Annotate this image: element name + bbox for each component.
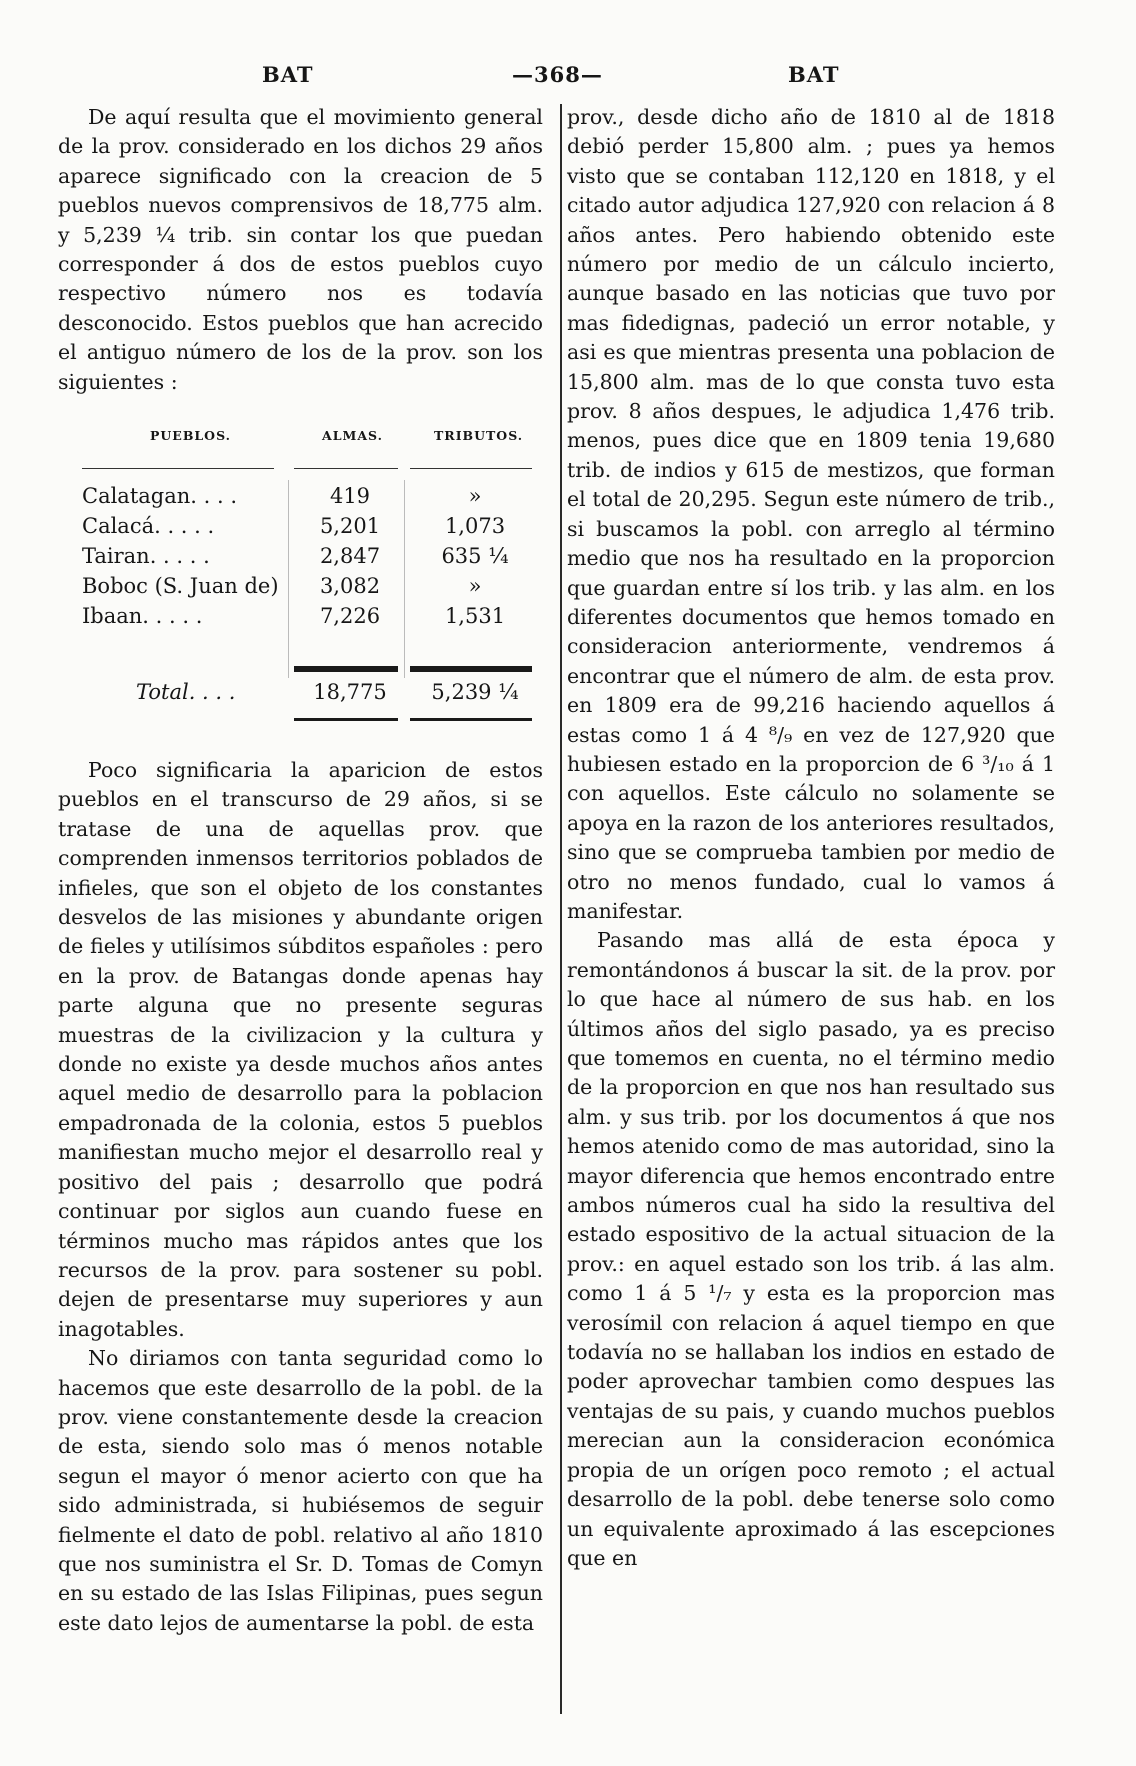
header-rule: [410, 468, 532, 469]
total-rule: [294, 718, 398, 721]
pueblo-name: Ibaan. . . . .: [82, 604, 203, 628]
almas-value: 7,226: [319, 604, 381, 628]
pueblo-name: Calatagan. . . .: [82, 484, 237, 508]
left-column-intro: [58, 103, 543, 397]
tributos-value: »: [468, 574, 482, 598]
paragraph: No diriamos con tanta seguridad como lo hacemos que este desarrollo de la pobl. de la prov. viene constantemente desde la creacion de esta, siendo solo mas ó menos notable segun el mayor ó menor acierto con que ha sido administrada, si hubiésemos de seguir fielmente el dato de pobl. relativo al año 1810 que nos suministra el Sr. D. Tomas de Comyn en su estado de las Islas Filipinas, pues segun este dato lejos de aumentarse la pobl. de esta: [58, 1346, 543, 1635]
pueblo-name: Boboc (S. Juan de): [82, 574, 279, 598]
total-almas: 18,775: [313, 680, 387, 704]
paragraph-intro: De aquí resulta que el movimiento general de la prov. considerado en los dichos 29 años aparece significado con la creacion de 5 pueblos nuevos comprensivos de 18,775 alm. y 5,239 ¼ trib. sin contar los que puedan corresponder á dos de estos pueblos cuyo respectivo número nos es todavía desconocido. Estos pueblos que han acrecido el antiguo número de los de la prov. son los siguientes :: [58, 105, 543, 394]
table-row: [82, 604, 542, 634]
running-header-right: BAT: [788, 62, 840, 87]
total-tributos: 5,239 ¼: [431, 680, 519, 704]
table-row: [82, 574, 542, 604]
left-column-body: [58, 756, 543, 1638]
table-total-row: [82, 680, 542, 710]
tributos-value: »: [468, 484, 482, 508]
tributos-value: 635 ¼: [441, 544, 509, 568]
tributos-value: 1,531: [444, 604, 506, 628]
table-row: [82, 484, 542, 514]
header-rule: [82, 468, 274, 469]
pueblo-name: Tairan. . . . .: [82, 544, 210, 568]
tributos-value: 1,073: [444, 514, 506, 538]
almas-value: 2,847: [319, 544, 381, 568]
almas-value: 419: [329, 484, 371, 508]
table-header-pueblos: PUEBLOS.: [150, 428, 232, 443]
table-header-tributos: TRIBUTOS.: [434, 428, 524, 443]
total-rule: [294, 666, 398, 672]
pueblos-table: [78, 418, 548, 732]
almas-value: 3,082: [319, 574, 381, 598]
table-row: [82, 514, 542, 544]
pueblo-name: Calacá. . . . .: [82, 514, 215, 538]
paragraph: Pasando mas allá de esta época y remontándonos á buscar la sit. de la prov. por lo que hace al número de sus hab. en los últimos años del siglo pasado, ya es preciso que tomemos en cuenta, no el término medio de la proporcion en que nos han resultado sus alm. y sus trib. por los documentos á que nos hemos atenido como de mas autoridad, sino la mayor diferencia que hemos encontrado entre ambos números cual ha sido la resultiva del estado espositivo de la actual situacion de la prov.: en aquel estado son los trib. á las alm. como 1 á 5 ¹/₇ y esta es la proporcion mas verosímil con relacion á aquel tiempo en que todavía no se hallaban los indios en estado de poder aprovechar tambien como despues las ventajas de su pais, y cuando muchos pueblos merecian aun la consideracion económica propia de un orígen poco remoto ; el actual desarrollo de la pobl. debe tenerse solo como un equivalente aproximado á las escepciones que en: [567, 928, 1055, 1570]
right-column-body: [567, 103, 1055, 1573]
running-header-left: BAT: [262, 62, 314, 87]
total-label: Total. . . .: [136, 680, 236, 704]
total-rule: [410, 666, 532, 672]
table-header-almas: ALMAS.: [322, 428, 383, 443]
header-rule: [294, 468, 398, 469]
paragraph-continued: prov., desde dicho año de 1810 al de 1818 debió perder 15,800 alm. ; pues ya hemos visto que se contaban 112,120 en 1818, y el citado autor adjudica 127,920 con relacion á 8 años antes. Pero habiendo obtenido este número por medio de un cálculo incierto, aunque basado en las noticias que tuvo por mas fidedignas, padeció un error notable, y asi es que mientras presenta una poblacion de 15,800 alm. mas de lo que consta tuvo esta prov. 8 años despues, le adjudica 1,476 trib. menos, pues dice que en 1809 tenia 19,680 trib. de indios y 615 de mestizos, que forman el total de 20,295. Segun este número de trib., si buscamos la pobl. con arreglo al término medio que nos ha resultado en la proporcion que guardan entre sí los trib. y las alm. en los diferentes documentos que hemos tomado en consideracion anteriormente, vendremos á encontrar que el número de alm. de esta prov. en 1809 era de 99,216 haciendo aquellos á estas como 1 á 4 ⁸/₉ en vez de 127,920 que hubiesen estado en la proporcion de 6 ³/₁₀ á 1 con aquellos. Este cálculo no solamente se apoya en la razon de los anteriores resultados, sino que se comprueba tambien por medio de otro no menos fundado, cual lo vamos á manifestar.: [567, 105, 1055, 923]
total-rule: [410, 718, 532, 721]
page-number: —368—: [512, 62, 603, 87]
almas-value: 5,201: [319, 514, 381, 538]
paragraph: Poco significaria la aparicion de estos pueblos en el transcurso de 29 años, si se tratase de una de aquellas prov. que comprenden inmensos territorios poblados de infieles, que son el objeto de los constantes desvelos de las misiones y abundante origen de fieles y utilísimos súbditos españoles : pero en la prov. de Batangas donde apenas hay parte alguna que no presente seguras muestras de la civilizacion y la cultura y donde no existe ya desde muchos años antes aquel medio de desarrollo para la poblacion empadronada de la colonia, estos 5 pueblos manifiestan mucho mejor el desarrollo real y positivo del pais ; desarrollo que podrá continuar por siglos aun cuando fuese en términos mucho mas rápidos antes que los recursos de la prov. para sostener su pobl. dejen de presentarse muy superiores y aun inagotables.: [58, 758, 543, 1341]
table-row: [82, 544, 542, 574]
column-divider: [560, 104, 562, 1714]
